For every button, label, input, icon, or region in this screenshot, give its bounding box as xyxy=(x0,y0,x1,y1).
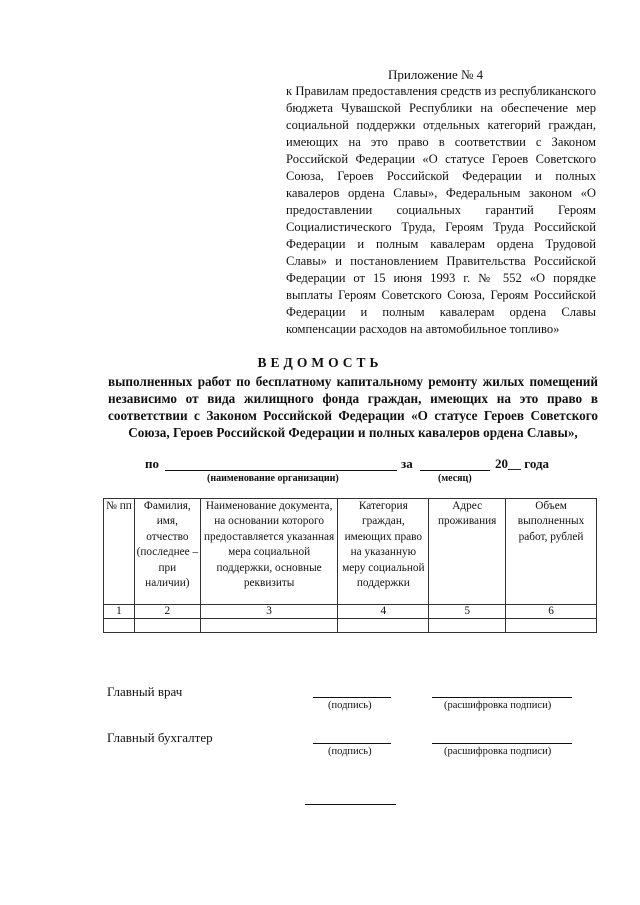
col-amount-header: Объем выполненных работ, рублей xyxy=(506,499,597,605)
table-header-row xyxy=(104,499,597,605)
chief-accountant-decode-hint: (расшифровка подписи) xyxy=(444,746,552,757)
organization-hint: (наименование организации) xyxy=(207,473,339,484)
chief-accountant-signature-hint: (подпись) xyxy=(328,746,372,757)
chief-doctor-signature-hint: (подпись) xyxy=(328,700,372,711)
organization-period-line xyxy=(145,456,565,484)
table-number-row xyxy=(104,605,597,619)
year-label: 20__ года xyxy=(495,456,550,471)
chief-doctor-decode-hint: (расшифровка подписи) xyxy=(444,700,552,711)
col-number: 4 xyxy=(338,605,429,619)
appendix-text: к Правилам предоставления средств из республиканского бюджета Чувашской Республики на обеспечение мер социальной поддержки отдельных категорий граждан, имеющих на это право в соответствии с Законом Российской Федерации «О статусе Героев Советского Союза, Героев Российской Федерации и полных кавалеров ордена Славы», Федеральным законом «О предоставлении социальных гарантий Героям Социалистического Труда, Героям Труда Российской Федерации и полным кавалерам ордена Трудовой Славы» и постановлением Правительства Российской Федерации от 15 июня 1993 г. № 552 «О порядке выплаты Героям Советского Союза, Героям Российской Федерации и полным кавалерам ордена Славы компенсации расходов на автомобильное топливо» xyxy=(286,84,596,336)
organization-blank xyxy=(165,456,397,471)
chief-accountant-label: Главный бухгалтер xyxy=(107,730,213,745)
col-number: 2 xyxy=(134,605,200,619)
col-address-header: Адрес проживания xyxy=(429,499,506,605)
col-number: 6 xyxy=(506,605,597,619)
col-number: 3 xyxy=(200,605,338,619)
appendix-title: Приложение № 4 xyxy=(388,67,484,82)
month-blank xyxy=(420,456,490,471)
col-document-header: Наименование документа, на основании которого предоставляется указанная мера социальной поддержки, основные реквизиты xyxy=(200,499,338,605)
table-row xyxy=(104,619,597,633)
chief-doctor-label: Главный врач xyxy=(107,684,183,699)
col-number: 5 xyxy=(429,605,506,619)
document-subtitle: выполненных работ по бесплатному капитальному ремонту жилых помещений независимо от вида жилищного фонда граждан, имеющих на это право в соответствии с Законом Российской Федерации «О статусе Героев Советского Союза, Героев Российской Федерации и полных кавалеров ордена Славы», xyxy=(108,374,598,440)
bottom-divider xyxy=(305,804,396,805)
chief-doctor-decode-line xyxy=(432,697,572,698)
chief-accountant-decode-line xyxy=(432,743,572,744)
works-table xyxy=(103,498,597,633)
chief-accountant-signature-line xyxy=(313,743,391,744)
col-number: 1 xyxy=(104,605,135,619)
chief-doctor-signature-line xyxy=(313,697,391,698)
col-name-header: Фамилия, имя, отчество (последнее – при наличии) xyxy=(134,499,200,605)
col-category-header: Категория граждан, имеющих право на указанную меру социальной поддержки xyxy=(338,499,429,605)
document-title: ВЕДОМОСТЬ xyxy=(257,355,383,370)
by-label: по xyxy=(145,456,159,471)
month-hint: (месяц) xyxy=(438,473,472,484)
for-label: за xyxy=(401,456,413,471)
col-number-header: № пп xyxy=(104,499,135,605)
